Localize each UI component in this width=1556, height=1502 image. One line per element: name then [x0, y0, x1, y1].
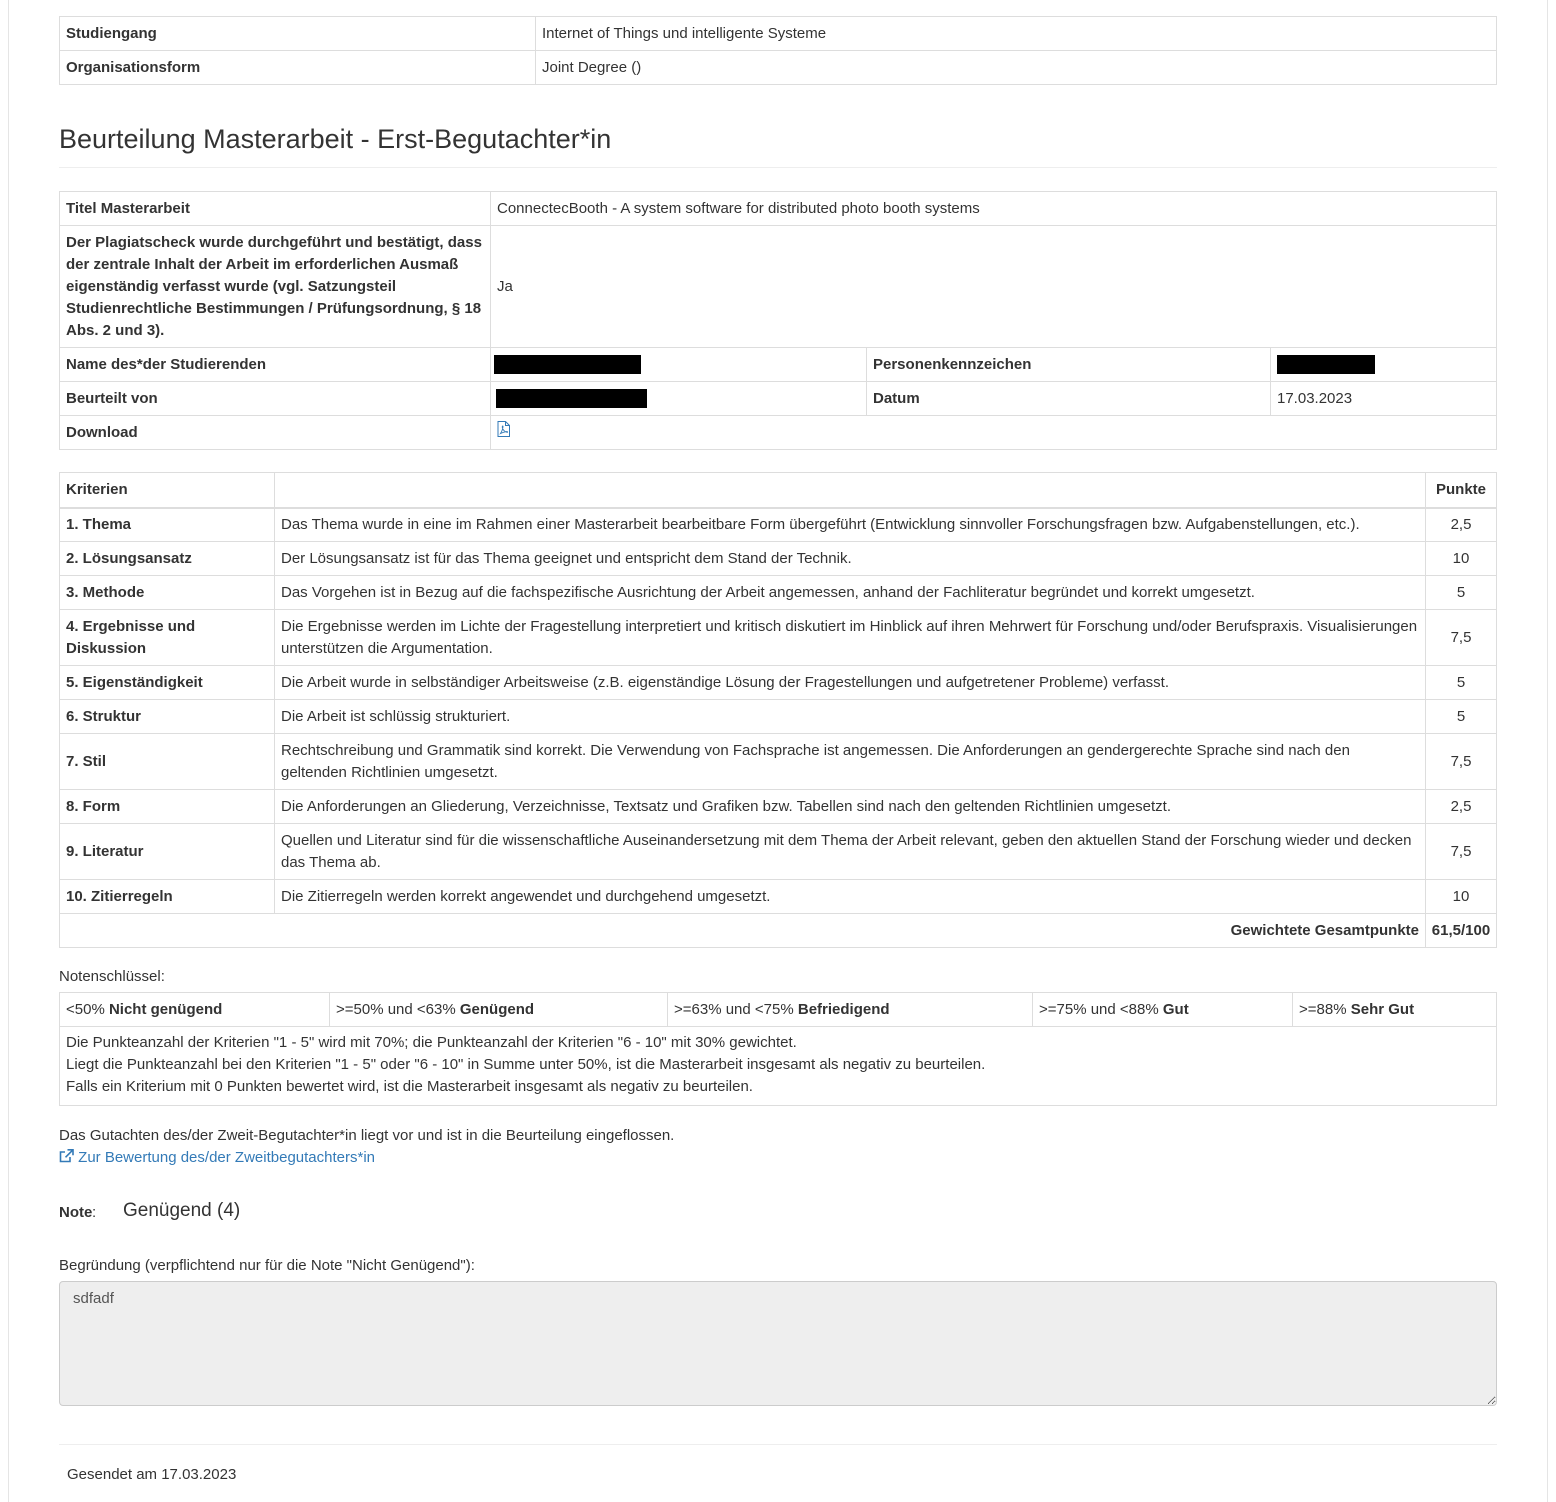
title-divider [59, 167, 1497, 168]
redacted-block [496, 389, 647, 408]
grading-key-label: Notenschlüssel: [59, 968, 165, 985]
external-link-icon [59, 1148, 74, 1170]
criterion-description: Der Lösungsansatz ist für das Thema geeignet und entspricht dem Stand der Technik. [275, 542, 1426, 576]
study-table [59, 16, 1497, 85]
criterion-description: Die Anforderungen an Gliederung, Verzeichnisse, Textsatz und Grafiken bzw. Tabellen sind nach den geltenden Richtlinien umgesetzt. [275, 790, 1426, 824]
grade-range: <50% [66, 1000, 105, 1018]
date-value: 17.03.2023 [1271, 382, 1497, 416]
grade-range: >=88% [1299, 1000, 1347, 1018]
criteria-table [59, 472, 1497, 948]
study-label: Studiengang [60, 17, 536, 51]
criterion-description: Die Ergebnisse werden im Lichte der Fragestellung interpretiert und kritisch diskutiert im Hinblick auf ihren Mehrwert für Forschung und/oder Berufspraxis. Visualisierungen unterstützen die Argumentation. [275, 610, 1426, 666]
criterion-name: 3. Methode [60, 576, 275, 610]
redacted-block [1277, 355, 1375, 374]
personal-id-label: Personenkennzeichen [867, 348, 1271, 382]
plagiarism-value: Ja [491, 226, 1497, 348]
criterion-points: 7,5 [1426, 824, 1497, 880]
grade-row [59, 1200, 1497, 1226]
footer-divider [59, 1444, 1497, 1445]
study-label: Organisationsform [60, 51, 536, 85]
criterion-points: 7,5 [1426, 610, 1497, 666]
redacted-block [494, 355, 641, 374]
plagiarism-label: Der Plagiatscheck wurde durchgeführt und bestätigt, dass der zentrale Inhalt der Arbeit im erforderlichen Ausmaß eigenständig verfasst wurde (vgl. Satzungsteil Studienrechtliche Bestimmungen / Prüfungsordnung, § 18 Abs. 2 und 3). [60, 226, 491, 348]
student-name-label: Name des*der Studierenden [60, 348, 491, 382]
grade-colon: : [92, 1204, 97, 1221]
criterion-points: 2,5 [1426, 790, 1497, 824]
criterion-points: 10 [1426, 542, 1497, 576]
grading-note: Die Punkteanzahl der Kriterien "1 - 5" wird mit 70%; die Punkteanzahl der Kriterien "6 - 10" mit 30% gewichtet. [66, 1034, 797, 1051]
pdf-file-icon[interactable] [497, 421, 510, 444]
criterion-name: 6. Struktur [60, 700, 275, 734]
second-review-link[interactable] [59, 1149, 375, 1166]
grade-range: >=75% und <88% [1039, 1000, 1159, 1018]
total-label: Gewichtete Gesamtpunkte [60, 914, 1426, 948]
second-review-link-label: Zur Bewertung des/der Zweitbegutachters*in [78, 1149, 375, 1166]
second-review [59, 1125, 1497, 1170]
points-header: Punkte [1426, 473, 1497, 508]
criteria-row [60, 790, 1497, 824]
reason-label: Begründung (verpflichtend nur für die Note "Nicht Genügend"): [59, 1257, 475, 1274]
criterion-name: 7. Stil [60, 734, 275, 790]
criterion-name: 10. Zitierregeln [60, 880, 275, 914]
study-value: Joint Degree () [536, 51, 1497, 85]
criteria-row [60, 508, 1497, 542]
criterion-points: 7,5 [1426, 734, 1497, 790]
grade-value: Genügend (4) [123, 1200, 241, 1221]
grade-name: Nicht genügend [108, 1000, 223, 1018]
reason-section [59, 1281, 1497, 1410]
total-value: 61,5/100 [1426, 914, 1497, 948]
sent-date: Gesendet am 17.03.2023 [67, 1466, 237, 1483]
criteria-row [60, 824, 1497, 880]
grading-key [59, 992, 1497, 1106]
criterion-name: 4. Ergebnisse und Diskussion [60, 610, 275, 666]
criterion-points: 5 [1426, 700, 1497, 734]
grade-key-cell [330, 993, 668, 1027]
grade-key-cell [60, 993, 330, 1027]
grade-name: Gut [1162, 1000, 1189, 1018]
grading-note: Liegt die Punkteanzahl bei den Kriterien "1 - 5" oder "6 - 10" in Summe unter 50%, ist die Masterarbeit insgesamt als negativ zu beurteilen. [66, 1056, 986, 1073]
thesis-title-value: ConnectecBooth - A system software for distributed photo booth systems [491, 192, 1497, 226]
criterion-description: Rechtschreibung und Grammatik sind korrekt. Die Verwendung von Fachsprache ist angemessen. Die Anforderungen an gendergerechte Sprache sind nach den geltenden Richtlinien umgesetzt. [275, 734, 1426, 790]
personal-id-value [1271, 348, 1497, 382]
study-info [59, 16, 1497, 85]
criterion-description: Die Arbeit ist schlüssig strukturiert. [275, 700, 1426, 734]
criterion-points: 5 [1426, 576, 1497, 610]
study-value: Internet of Things und intelligente Systeme [536, 17, 1497, 51]
criterion-name: 5. Eigenständigkeit [60, 666, 275, 700]
criterion-points: 2,5 [1426, 508, 1497, 542]
grade-name: Sehr Gut [1350, 1000, 1415, 1018]
grade-label: Note [59, 1204, 93, 1221]
criterion-points: 10 [1426, 880, 1497, 914]
criterion-description: Das Thema wurde in eine im Rahmen einer Masterarbeit bearbeitbare Form übergeführt (Entwicklung sinnvoller Forschungsfragen bzw. Aufgabenstellungen, etc.). [275, 508, 1426, 542]
study-row [60, 51, 1497, 85]
download-cell [491, 416, 1497, 450]
date-label: Datum [867, 382, 1271, 416]
thesis-title-label: Titel Masterarbeit [60, 192, 491, 226]
grade-key-cell [1293, 993, 1497, 1027]
criterion-description: Die Arbeit wurde in selbständiger Arbeitsweise (z.B. eigenständige Lösung der Fragestellungen und aufgetretener Probleme) verfasst. [275, 666, 1426, 700]
description-header [275, 473, 1426, 508]
thesis-info-table [59, 191, 1497, 450]
reason-textarea[interactable] [59, 1281, 1497, 1406]
thesis-info [59, 191, 1497, 450]
criteria-row [60, 734, 1497, 790]
criterion-name: 8. Form [60, 790, 275, 824]
grade-range: >=50% und <63% [336, 1000, 456, 1018]
grading-note: Falls ein Kriterium mit 0 Punkten bewertet wird, ist die Masterarbeit insgesamt als negativ zu beurteilen. [66, 1078, 753, 1095]
criterion-description: Quellen und Literatur sind für die wissenschaftliche Auseinandersetzung mit dem Thema der Arbeit relevant, geben den aktuellen Stand der Forschung wieder und decken das Thema ab. [275, 824, 1426, 880]
student-name-value [491, 348, 867, 382]
study-row [60, 17, 1497, 51]
grade-name: Genügend [459, 1000, 535, 1018]
criterion-name: 2. Lösungsansatz [60, 542, 275, 576]
criteria-header: Kriterien [60, 473, 275, 508]
rated-by-value [491, 382, 867, 416]
criteria-row [60, 610, 1497, 666]
criteria-row [60, 700, 1497, 734]
rated-by-label: Beurteilt von [60, 382, 491, 416]
grade-range: >=63% und <75% [674, 1000, 794, 1018]
grade-key-cell [1033, 993, 1293, 1027]
criterion-description: Das Vorgehen ist in Bezug auf die fachspezifische Ausrichtung der Arbeit angemessen, anhand der Fachliteratur begründet und korrekt umgesetzt. [275, 576, 1426, 610]
download-label: Download [60, 416, 491, 450]
criteria-row [60, 666, 1497, 700]
criteria-row [60, 880, 1497, 914]
criteria-row [60, 576, 1497, 610]
page-title: Beurteilung Masterarbeit - Erst-Begutachter*in [59, 124, 612, 154]
grading-notes [60, 1027, 1497, 1106]
grade-name: Befriedigend [797, 1000, 890, 1018]
criterion-description: Die Zitierregeln werden korrekt angewendet und durchgehend umgesetzt. [275, 880, 1426, 914]
criterion-name: 1. Thema [60, 508, 275, 542]
criterion-points: 5 [1426, 666, 1497, 700]
criteria-section [59, 472, 1497, 948]
criteria-row [60, 542, 1497, 576]
criterion-name: 9. Literatur [60, 824, 275, 880]
grading-key-table [59, 992, 1497, 1106]
grade-key-cell [668, 993, 1033, 1027]
second-review-text: Das Gutachten des/der Zweit-Begutachter*in liegt vor und ist in die Beurteilung eingeflossen. [59, 1127, 675, 1144]
